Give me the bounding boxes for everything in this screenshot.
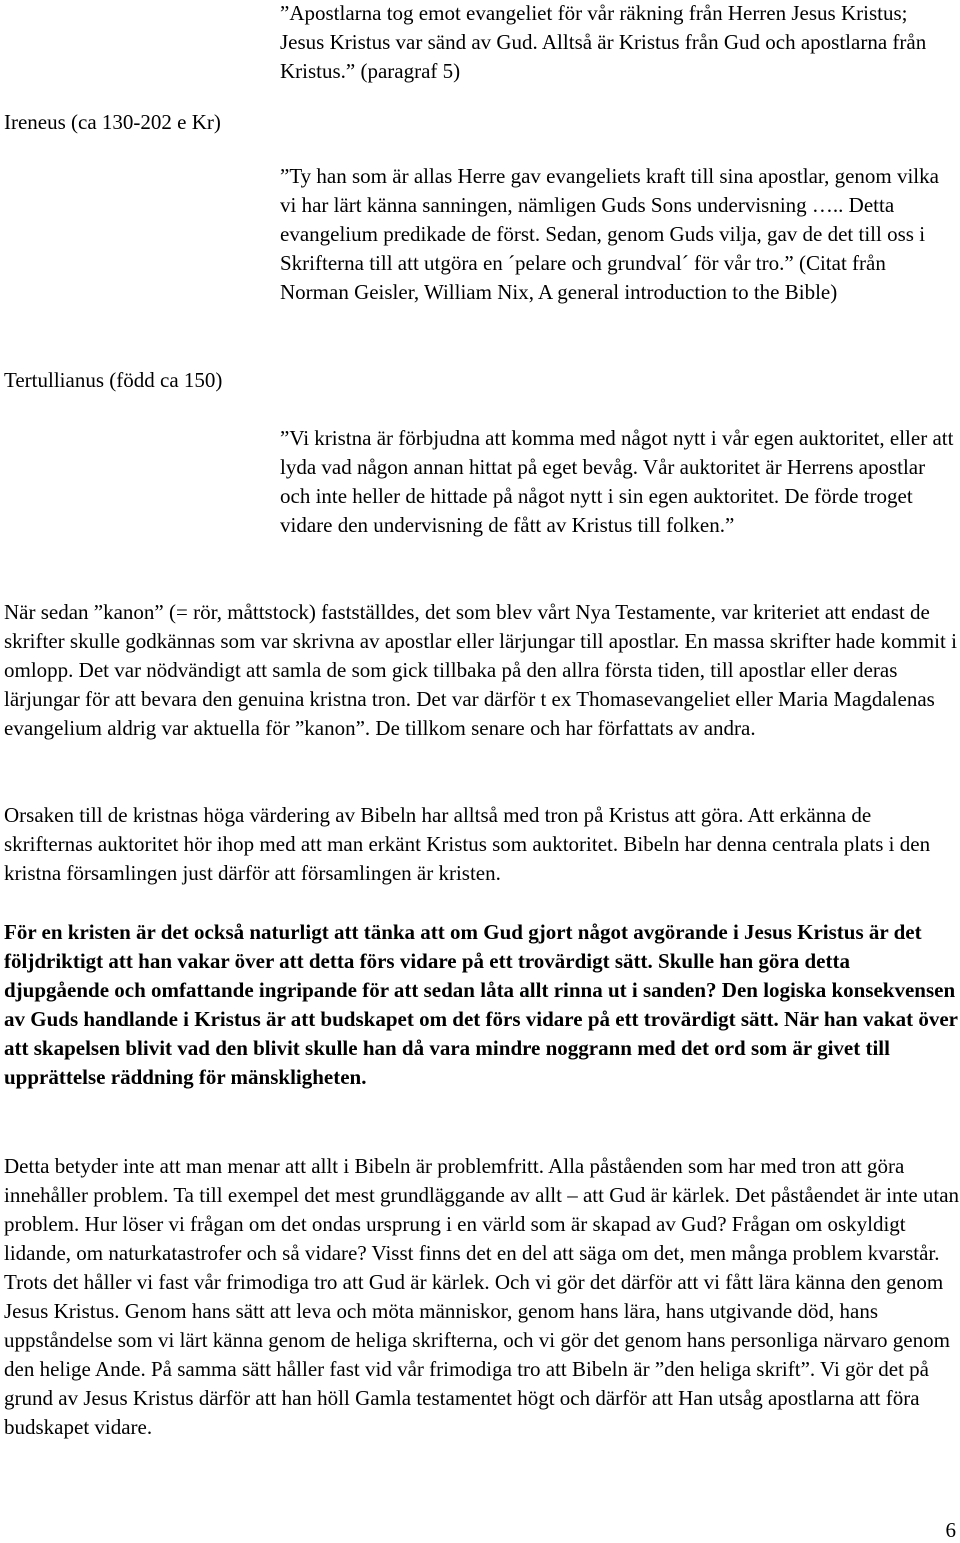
page-number: 6	[945, 1518, 956, 1542]
paragraph-kanon: När sedan ”kanon” (= rör, måttstock) fastställdes, det som blev vårt Nya Testamente, var kriteriet att endast de skrifter skulle godkännas som var skrivna av apostlar eller lärjungar till apostlar. En massa skrifter hade kommit i omlopp. Det var nödvändigt att samla de som gick tillbaka på den allra första tiden, till apostlar eller deras lärjungar för att bevara den genuina kristna tron. Det var därför t ex Thomasevangeliet eller Maria Magdalenas evangelium aldrig var aktuella för ”kanon”. De tillkom senare och har författats av andra.	[4, 600, 957, 740]
label-ireneus: Ireneus (ca 130-202 e Kr)	[4, 110, 221, 134]
paragraph-detta: Detta betyder inte att man menar att allt i Bibeln är problemfritt. Alla påståenden som har med tron att göra innehåller problem. Ta till exempel det mest grundläggande av allt – att Gud är kärlek. Det påståendet är inte utan problem. Hur löser vi frågan om det ondas ursprung i en värld som är skapad av Gud? Frågan om oskyldigt lidande, om naturkatastrofer och så vidare? Visst finns det en del att säga om det, men många problem kvarstår. Trots det håller vi fast vår frimodiga tro att Gud är kärlek. Och vi gör det därför att vi fått lära känna den genom Jesus Kristus. Genom hans sätt att leva och möta människor, genom hans lära, hans utgivande död, hans uppståndelse som vi lärt känna genom de heliga skrifterna, och vi gör det genom hans personliga närvaro genom den helige Ande. På samma sätt håller fast vid vår frimodiga tro att Bibeln är ”den heliga skrift”. Vi gör det på grund av Jesus Kristus därför att han höll Gamla testamentet högt och därför att Han utsåg apostlarna att föra budskapet vidare.	[4, 1154, 960, 1439]
quote-tertullianus: ”Vi kristna är förbjudna att komma med något nytt i vår egen auktoritet, eller att lyda vad någon annan hittat på eget bevåg. Vår auktoritet är Herrens apostlar och inte heller de hittade på något nytt i sin egen auktoritet. De förde troget vidare den undervisning de fått av Kristus till folken.”	[280, 426, 954, 537]
quote-ireneus: ”Ty han som är allas Herre gav evangeliets kraft till sina apostlar, genom vilka vi har lärt känna sanningen, nämligen Guds Sons undervisning ….. Detta evangelium predikade de först. Sedan, genom Guds vilja, gav de det till oss i Skrifterna till att utgöra en ´pelare och grundval´ för vår tro.” (Citat från Norman Geisler, William Nix, A general introduction to the Bible)	[280, 164, 939, 304]
paragraph-orsaken: Orsaken till de kristnas höga värdering av Bibeln har alltså med tron på Kristus att göra. Att erkänna de skrifternas auktoritet hör ihop med att man erkänt Kristus som auktoritet. Bibeln har denna centrala plats i den kristna församlingen just därför att församlingen är kristen.	[4, 803, 931, 885]
quote-apostles: ”Apostlarna tog emot evangeliet för vår räkning från Herren Jesus Kristus; Jesus Kristus var sänd av Gud. Alltså är Kristus från Gud och apostlarna från Kristus.” (paragraf 5)	[280, 1, 927, 83]
label-tertullianus: Tertullianus (född ca 150)	[4, 368, 223, 392]
paragraph-bold: För en kristen är det också naturligt att tänka att om Gud gjort något avgörande i Jesus Kristus är det följdriktigt att han vakar över att detta förs vidare på ett trovärdigt sätt. Skulle han göra detta djupgående och omfattande ingripande för att sedan låta allt rinna ut i sanden? Den logiska konsekvensen av Guds handlande i Kristus är att budskapet om det förs vidare på ett trovärdigt sätt. När han vakat över att skapelsen blivit vad den blivit skulle han då vara mindre noggrann med det ord som är givet till upprättelse räddning för mänskligheten.	[4, 920, 958, 1089]
